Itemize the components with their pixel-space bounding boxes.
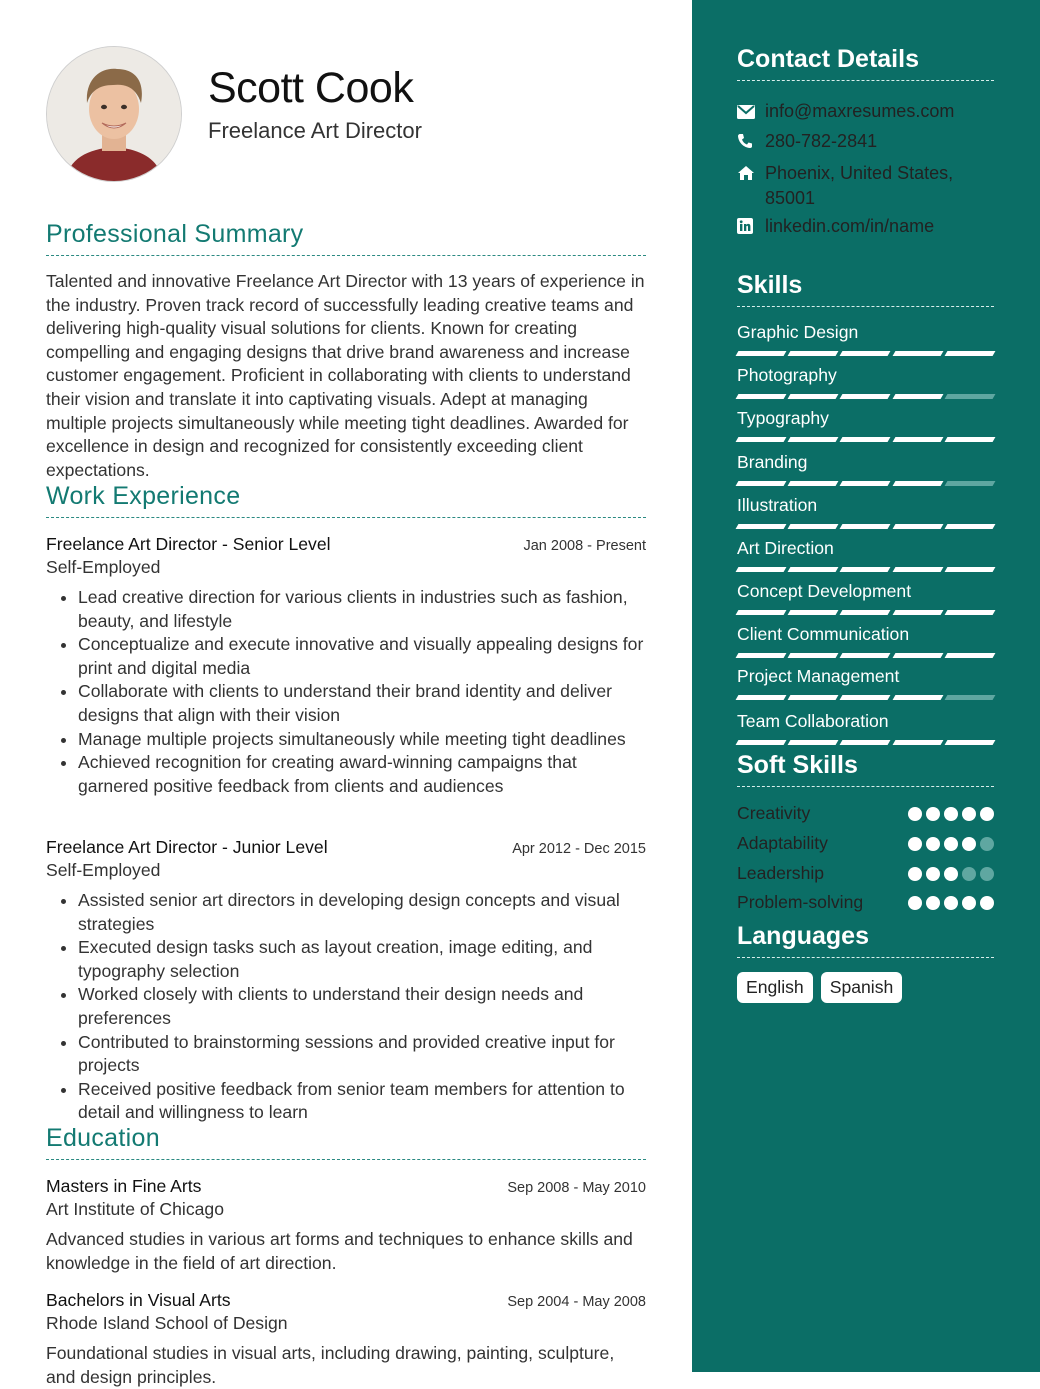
soft-skill-label: Problem-solving	[737, 892, 864, 912]
rating-dot	[926, 837, 940, 851]
skill-level-bar	[737, 481, 994, 486]
summary-heading: Professional Summary	[46, 220, 646, 256]
list-item: • Collaborate with clients to understand their brand identity and deliver designs that align with their vision	[78, 680, 646, 727]
skill-item	[737, 495, 994, 529]
skill-level-segment	[788, 567, 839, 572]
candidate-title: Freelance Art Director	[208, 118, 422, 143]
experience-heading: Work Experience	[46, 482, 646, 518]
phone-text: 280-782-2841	[765, 131, 878, 151]
skill-level-segment	[892, 695, 943, 700]
skill-level-segment	[840, 740, 891, 745]
skill-item	[737, 711, 994, 745]
skill-level-segment	[944, 394, 995, 399]
rating-dot	[962, 896, 976, 910]
language-badge: English	[737, 972, 813, 1003]
rating-dot	[926, 807, 940, 821]
degree: Bachelors in Visual Arts	[46, 1290, 231, 1310]
list-item: • Executed design tasks such as layout creation, image editing, and typography selection	[78, 936, 646, 983]
skill-level-segment	[944, 524, 995, 529]
job-entry	[46, 534, 646, 798]
skill-item	[737, 452, 994, 486]
skill-level-segment	[944, 740, 995, 745]
skill-level-segment	[840, 695, 891, 700]
contact-email[interactable]	[737, 101, 994, 124]
rating-dot	[980, 837, 994, 851]
skill-level-segment	[736, 695, 787, 700]
skill-level-segment	[840, 653, 891, 658]
skill-label: Graphic Design	[737, 322, 859, 342]
skill-level-bar	[737, 653, 994, 658]
rating-dot	[980, 807, 994, 821]
soft-skill-item	[737, 833, 994, 854]
skill-label: Client Communication	[737, 624, 910, 644]
language-badge: Spanish	[821, 972, 903, 1003]
skill-level-segment	[788, 524, 839, 529]
list-item: • Manage multiple projects simultaneously while meeting tight deadlines	[78, 728, 646, 752]
linkedin-text: linkedin.com/in/name	[765, 216, 935, 236]
envelope-icon	[737, 101, 765, 124]
skill-level-segment	[892, 740, 943, 745]
skill-level-segment	[944, 351, 995, 356]
education-dates: Sep 2004 - May 2008	[507, 1294, 646, 1310]
skill-level-segment	[944, 437, 995, 442]
education-dates: Sep 2008 - May 2010	[507, 1180, 646, 1196]
skill-level-segment	[736, 567, 787, 572]
skill-level-segment	[788, 740, 839, 745]
skill-level-segment	[840, 567, 891, 572]
rating-dot	[944, 807, 958, 821]
skill-label: Team Collaboration	[737, 711, 889, 731]
education-description: Foundational studies in visual arts, including drawing, painting, sculpture, and design principles.	[46, 1343, 615, 1387]
person-portrait-icon	[47, 47, 181, 181]
skill-level-segment	[840, 481, 891, 486]
rating-dot	[962, 867, 976, 881]
job-dates: Jan 2008 - Present	[523, 538, 646, 554]
soft-skill-label: Creativity	[737, 803, 811, 823]
skill-item	[737, 666, 994, 700]
skill-level-segment	[840, 394, 891, 399]
skill-level-segment	[944, 567, 995, 572]
skill-level-segment	[788, 610, 839, 615]
skill-label: Photography	[737, 365, 837, 385]
skill-label: Concept Development	[737, 581, 912, 601]
rating-dots	[908, 807, 994, 821]
skill-label: Illustration	[737, 495, 818, 515]
skill-level-segment	[788, 695, 839, 700]
skill-level-segment	[944, 481, 995, 486]
skill-level-segment	[944, 695, 995, 700]
contact-address	[737, 161, 994, 211]
job-title: Freelance Art Director - Junior Level	[46, 837, 328, 857]
job-org: Self-Employed	[46, 860, 161, 880]
skill-level-segment	[840, 351, 891, 356]
skill-level-segment	[892, 437, 943, 442]
skill-level-bar	[737, 695, 994, 700]
skill-level-segment	[788, 351, 839, 356]
education-entry	[46, 1290, 646, 1389]
skill-item	[737, 538, 994, 572]
rating-dot	[908, 807, 922, 821]
soft-skill-item	[737, 892, 994, 913]
list-item: • Received positive feedback from senior team members for attention to detail and willingness to learn	[78, 1078, 646, 1125]
rating-dot	[980, 867, 994, 881]
rating-dots	[908, 896, 994, 910]
skill-item	[737, 365, 994, 399]
skill-level-segment	[892, 653, 943, 658]
education-entry	[46, 1176, 646, 1275]
profile-photo	[46, 46, 182, 182]
list-item: • Worked closely with clients to understand their design needs and preferences	[78, 983, 646, 1030]
skill-level-segment	[840, 610, 891, 615]
skill-level-segment	[736, 653, 787, 658]
rating-dot	[944, 896, 958, 910]
skill-level-bar	[737, 610, 994, 615]
list-item: • Conceptualize and execute innovative and visually appealing designs for print and digital media	[78, 633, 646, 680]
skill-level-segment	[736, 610, 787, 615]
list-item: • Assisted senior art directors in developing design concepts and visual strategies	[78, 889, 646, 936]
soft-skills-heading: Soft Skills	[737, 751, 994, 787]
skill-item	[737, 581, 994, 615]
summary-text: Talented and innovative Freelance Art Director with 13 years of experience in the industry. Proven track record of successfully leading creative teams and delivering high-quality visual solutions for clients. Known for creating compelling and engaging designs that drive brand awareness and increase customer engagement. Proficient in collaborating with clients to understand their vision and translate it into captivating visuals. Adept at managing multiple projects simultaneously while meeting tight deadlines. Awarded for excellence in design and recognized for consistently exceeding client expectations.	[46, 271, 645, 480]
skill-level-segment	[736, 740, 787, 745]
skill-level-segment	[892, 524, 943, 529]
education-heading: Education	[46, 1124, 646, 1160]
degree: Masters in Fine Arts	[46, 1176, 202, 1196]
skill-level-segment	[788, 481, 839, 486]
job-dates: Apr 2012 - Dec 2015	[512, 841, 646, 857]
rating-dot	[908, 867, 922, 881]
rating-dot	[980, 896, 994, 910]
rating-dot	[926, 896, 940, 910]
list-item: • Lead creative direction for various clients in industries such as fashion, beauty, and lifestyle	[78, 586, 646, 633]
skill-level-segment	[736, 351, 787, 356]
rating-dots	[908, 867, 994, 881]
contact-heading: Contact Details	[737, 45, 994, 81]
skill-level-segment	[840, 437, 891, 442]
skill-label: Project Management	[737, 666, 900, 686]
list-item: • Contributed to brainstorming sessions and provided creative input for projects	[78, 1031, 646, 1078]
skill-level-segment	[736, 437, 787, 442]
languages-heading: Languages	[737, 922, 994, 958]
skill-label: Typography	[737, 408, 829, 428]
skill-level-segment	[892, 351, 943, 356]
skill-level-segment	[944, 610, 995, 615]
skill-level-segment	[736, 481, 787, 486]
rating-dot	[908, 837, 922, 851]
rating-dot	[962, 837, 976, 851]
home-icon	[737, 161, 765, 211]
skills-heading: Skills	[737, 271, 994, 307]
skill-level-bar	[737, 351, 994, 356]
skill-level-bar	[737, 567, 994, 572]
job-org: Self-Employed	[46, 557, 161, 577]
rating-dot	[962, 807, 976, 821]
job-title: Freelance Art Director - Senior Level	[46, 534, 331, 554]
rating-dots	[908, 837, 994, 851]
rating-dot	[944, 837, 958, 851]
skill-level-segment	[892, 394, 943, 399]
rating-dot	[944, 867, 958, 881]
skill-level-bar	[737, 524, 994, 529]
address-line-1: Phoenix, United States,	[765, 163, 954, 183]
job-bullets	[46, 586, 646, 798]
skill-level-segment	[788, 437, 839, 442]
skill-level-segment	[892, 481, 943, 486]
email-text: info@maxresumes.com	[765, 101, 955, 121]
skill-level-segment	[944, 653, 995, 658]
education-description: Advanced studies in various art forms and techniques to enhance skills and knowledge in the field of art direction.	[46, 1229, 633, 1273]
list-item: • Achieved recognition for creating award-winning campaigns that garnered positive feedback from clients and audiences	[78, 751, 646, 798]
contact-phone[interactable]	[737, 131, 994, 154]
skill-level-bar	[737, 740, 994, 745]
soft-skill-label: Leadership	[737, 863, 825, 883]
languages-list	[737, 972, 902, 1003]
skill-item	[737, 322, 994, 356]
soft-skill-item	[737, 803, 994, 824]
skill-label: Art Direction	[737, 538, 834, 558]
skill-label: Branding	[737, 452, 808, 472]
skill-level-bar	[737, 394, 994, 399]
contact-linkedin[interactable]	[737, 216, 994, 239]
school: Art Institute of Chicago	[46, 1199, 224, 1219]
skill-item	[737, 624, 994, 658]
skill-level-segment	[892, 567, 943, 572]
rating-dot	[926, 867, 940, 881]
skill-level-segment	[892, 610, 943, 615]
phone-icon	[737, 131, 765, 154]
address-line-2: 85001	[765, 188, 816, 208]
linkedin-icon	[737, 216, 765, 239]
rating-dot	[908, 896, 922, 910]
skill-level-segment	[736, 394, 787, 399]
skill-level-segment	[840, 524, 891, 529]
skill-level-bar	[737, 437, 994, 442]
soft-skill-item	[737, 863, 994, 884]
skill-level-segment	[788, 394, 839, 399]
job-entry	[46, 837, 646, 1125]
skill-level-segment	[736, 524, 787, 529]
candidate-name: Scott Cook	[208, 64, 414, 112]
skill-item	[737, 408, 994, 442]
school: Rhode Island School of Design	[46, 1313, 288, 1333]
skill-level-segment	[788, 653, 839, 658]
job-bullets	[46, 889, 646, 1125]
soft-skill-label: Adaptability	[737, 833, 828, 853]
